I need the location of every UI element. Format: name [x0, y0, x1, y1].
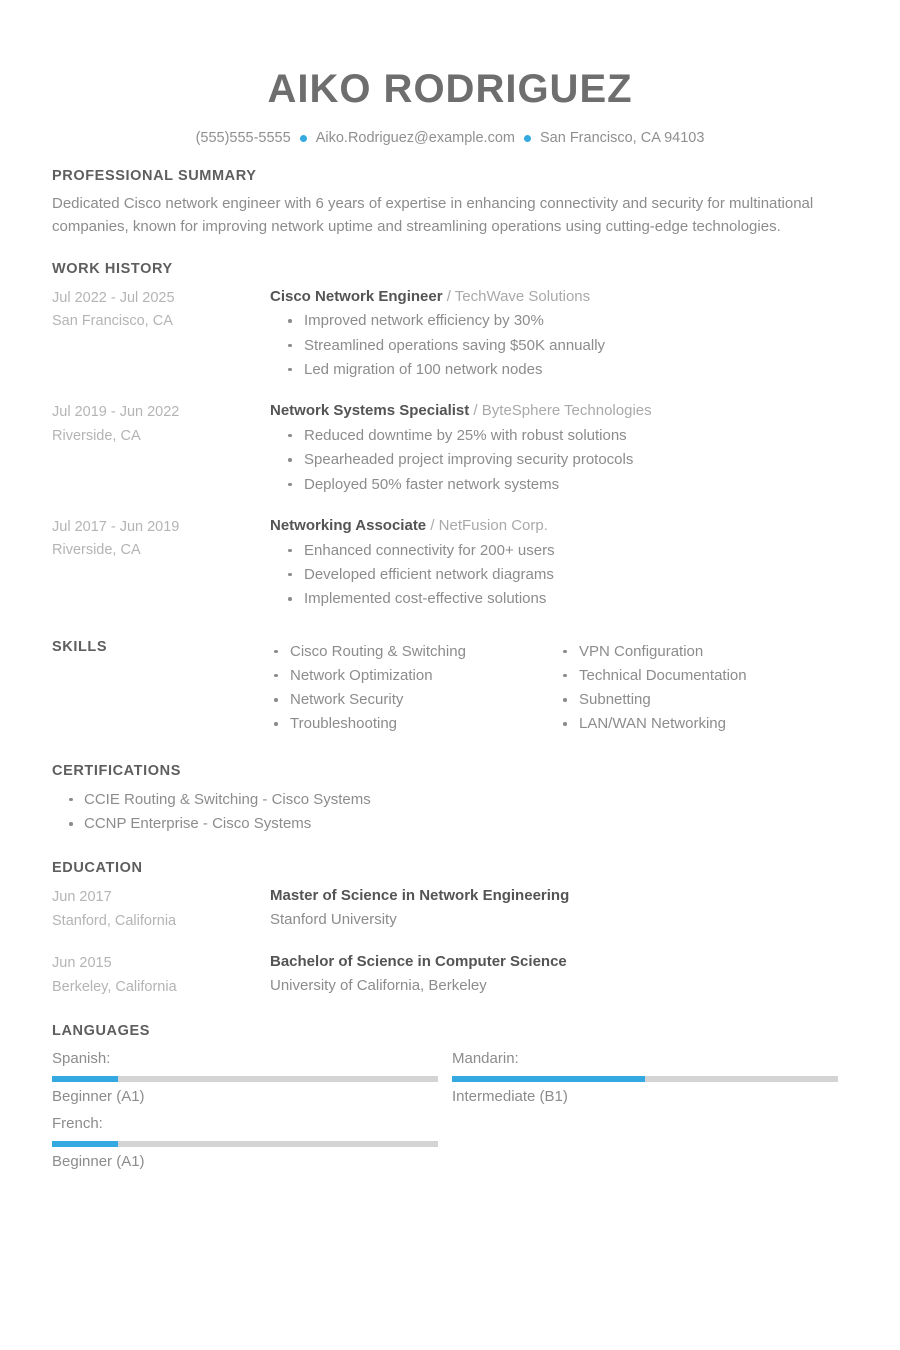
work-entry-separator: /: [469, 402, 482, 420]
education-entry: [52, 885, 848, 933]
list-item: Developed efficient network diagrams: [270, 563, 848, 587]
bullet-dot-icon: [300, 135, 307, 142]
education-entry-dates: Jun 2015: [52, 955, 112, 972]
education-entry-school: University of California, Berkeley: [270, 977, 487, 995]
work-entry-location: San Francisco, CA: [52, 313, 173, 330]
work-entry-company: ByteSphere Technologies: [481, 402, 652, 420]
list-item: Enhanced connectivity for 200+ users: [270, 539, 848, 563]
language-item: [452, 1048, 838, 1108]
education-entry-location: Berkeley, California: [52, 978, 177, 995]
work-entry-role: Network Systems Specialist: [270, 402, 470, 420]
work-entry-bullets: [270, 309, 848, 382]
work-entry-headline: [270, 515, 848, 537]
work-entry-separator: /: [426, 516, 439, 534]
language-name: Mandarin:: [452, 1050, 519, 1068]
language-level: Beginner (A1): [52, 1152, 145, 1170]
skills-row: [52, 638, 848, 737]
list-item: CCIE Routing & Switching - Cisco Systems: [52, 788, 848, 812]
work-entry-body: [270, 400, 848, 497]
education-entry-body: [270, 951, 848, 997]
section-professional-summary: [52, 168, 848, 239]
skills-column-left: [270, 638, 559, 737]
language-level: Intermediate (B1): [452, 1087, 568, 1105]
languages-grid: [52, 1048, 848, 1178]
work-entry-company: TechWave Solutions: [454, 287, 591, 305]
section-title-education: EDUCATION: [52, 860, 143, 877]
section-title-certifications: CERTIFICATIONS: [52, 762, 181, 779]
work-entry: [52, 515, 848, 612]
contact-email: Aiko.Rodriguez@example.com: [315, 130, 515, 146]
list-item: Implemented cost-effective solutions: [270, 587, 848, 611]
section-work-history: [52, 261, 848, 612]
summary-text: Dedicated Cisco network engineer with 6 years of expertise in enhancing connectivity and security for multinational companies, known for improving network uptime and streamlining operations using cutting-edge technologies.: [52, 195, 814, 235]
section-languages: [52, 1023, 848, 1178]
work-entry-company: NetFusion Corp.: [438, 516, 548, 534]
list-item: Led migration of 100 network nodes: [270, 358, 848, 382]
work-entry-location: Riverside, CA: [52, 542, 141, 559]
list-item: Streamlined operations saving $50K annually: [270, 334, 848, 358]
language-level: Beginner (A1): [52, 1087, 145, 1105]
education-entry-dates: Jun 2017: [52, 889, 112, 906]
candidate-name: AIKO RODRIGUEZ: [267, 67, 633, 111]
education-entry-meta: [52, 951, 270, 999]
work-entry-dates: Jul 2019 - Jun 2022: [52, 404, 180, 421]
work-entry-headline: [270, 286, 848, 308]
contact-phone: (555)555-5555: [195, 130, 291, 146]
contact-line: [52, 130, 848, 146]
list-item: Deployed 50% faster network systems: [270, 473, 848, 497]
work-entry-bullets: [270, 539, 848, 612]
certifications-list: [52, 788, 848, 837]
list-item: Troubleshooting: [270, 712, 559, 736]
language-proficiency-bar: [52, 1141, 438, 1147]
list-item: Cisco Routing & Switching: [270, 640, 559, 664]
language-proficiency-bar: [452, 1076, 838, 1082]
skills-list-right: [559, 640, 848, 737]
section-title-summary: PROFESSIONAL SUMMARY: [52, 168, 257, 184]
work-entry: [52, 286, 848, 383]
list-item: Subnetting: [559, 688, 848, 712]
education-entry-school: Stanford University: [270, 911, 397, 929]
language-proficiency-bar: [52, 1076, 438, 1082]
list-item: Network Optimization: [270, 664, 559, 688]
work-entry-separator: /: [442, 287, 455, 305]
language-name: French:: [52, 1115, 103, 1133]
work-entry-meta: [52, 286, 270, 334]
language-proficiency-fill: [452, 1076, 645, 1082]
work-entry-meta: [52, 515, 270, 563]
work-entry-role: Networking Associate: [270, 516, 427, 534]
language-name: Spanish:: [52, 1050, 111, 1068]
skills-list-left: [270, 640, 559, 737]
education-entry-headline: [270, 951, 848, 973]
section-education: [52, 860, 848, 999]
work-entry-bullets: [270, 424, 848, 497]
list-item: Reduced downtime by 25% with robust solutions: [270, 424, 848, 448]
contact-location: San Francisco, CA 94103: [539, 130, 705, 146]
education-entry-meta: [52, 885, 270, 933]
section-title-skills: SKILLS: [52, 638, 108, 655]
section-title-languages: LANGUAGES: [52, 1023, 151, 1040]
list-item: Improved network efficiency by 30%: [270, 309, 848, 333]
education-entry-degree: Bachelor of Science in Computer Science: [270, 953, 567, 971]
section-skills: [52, 638, 848, 737]
work-entry-body: [270, 286, 848, 383]
skills-columns: [270, 638, 848, 737]
work-entry: [52, 400, 848, 497]
list-item: VPN Configuration: [559, 640, 848, 664]
language-item: [52, 1048, 438, 1108]
work-entry-dates: Jul 2022 - Jul 2025: [52, 289, 175, 306]
section-certifications: [52, 763, 848, 837]
bullet-dot-icon: [524, 135, 531, 142]
resume-header: [52, 0, 848, 146]
work-entry-role: Cisco Network Engineer: [270, 287, 443, 305]
list-item: Spearheaded project improving security protocols: [270, 448, 848, 472]
work-entry-body: [270, 515, 848, 612]
education-entry-degree: Master of Science in Network Engineering: [270, 887, 570, 905]
skills-column-right: [559, 638, 848, 737]
list-item: Network Security: [270, 688, 559, 712]
education-entry-body: [270, 885, 848, 931]
list-item: LAN/WAN Networking: [559, 712, 848, 736]
work-entry-dates: Jul 2017 - Jun 2019: [52, 518, 180, 535]
education-entry-headline: [270, 885, 848, 907]
language-proficiency-fill: [52, 1141, 118, 1147]
work-entry-meta: [52, 400, 270, 448]
section-title-work-history: WORK HISTORY: [52, 260, 173, 277]
language-proficiency-fill: [52, 1076, 118, 1082]
list-item: CCNP Enterprise - Cisco Systems: [52, 812, 848, 836]
work-entry-location: Riverside, CA: [52, 427, 141, 444]
education-entry-location: Stanford, California: [52, 912, 177, 929]
list-item: Technical Documentation: [559, 664, 848, 688]
language-item: [52, 1113, 438, 1173]
education-entry: [52, 951, 848, 999]
work-entry-headline: [270, 400, 848, 422]
